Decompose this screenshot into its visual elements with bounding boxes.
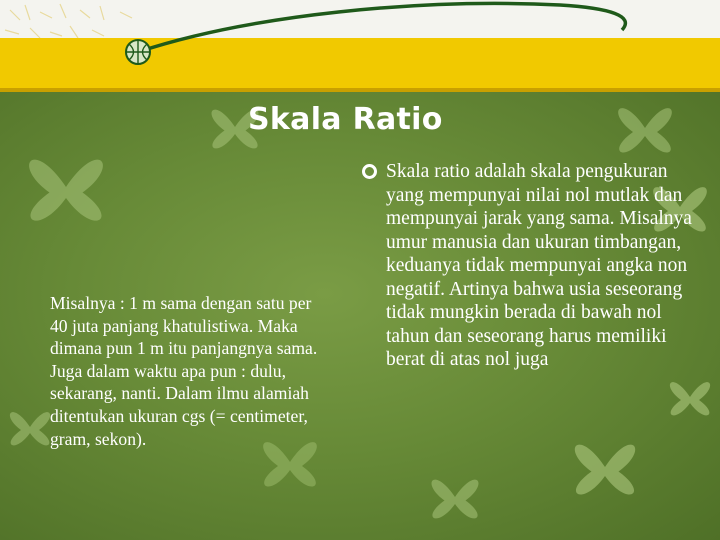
globe-logo-icon <box>126 40 150 64</box>
slide-title: Skala Ratio <box>248 102 443 137</box>
butterfly-icon <box>660 362 720 432</box>
example-text: Misalnya : 1 m sama dengan satu per 40 juta panjang khatulistiwa. Maka dimana pun 1 m itu panjangnya sama. Juga dalam waktu apa pun : dulu, sekarang, nanti. Dalam ilmu alamiah ditentukan ukuran cgs (= centimeter, gram, sekon). <box>50 293 318 449</box>
butterfly-icon <box>6 132 126 242</box>
definition-text: Skala ratio adalah skala pengukuran yang mempunyai nilai nol mutlak dan mempunyai jarak yang sama. Misalnya umur manusia dan ukuran timbangan, keduanya tidak mempunyai angka non negatif. Artinya bahwa usia seseorang tidak mungkin berada di bawah nol tahun dan seseorang harus memiliki berat di atas nol juga <box>386 161 692 370</box>
butterfly-icon <box>560 422 650 512</box>
butterfly-icon <box>600 92 690 168</box>
header-swoosh-decoration <box>0 0 720 92</box>
hollow-circle-bullet-icon <box>362 164 377 179</box>
butterfly-icon <box>420 462 490 532</box>
